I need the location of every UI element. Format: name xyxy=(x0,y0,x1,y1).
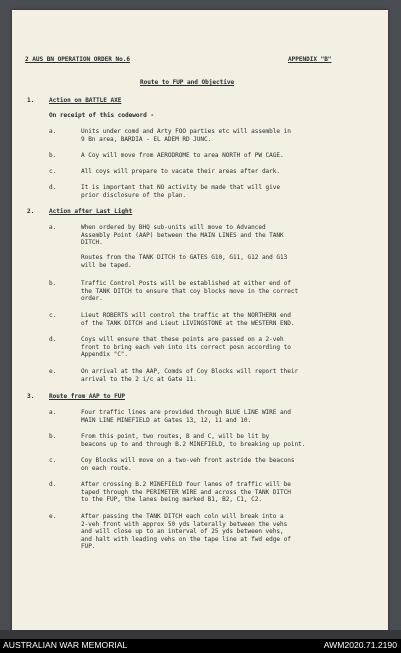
section-3-number: 3. xyxy=(27,393,35,400)
section-2-heading: Action after Last Light xyxy=(49,208,133,215)
section-1-heading: Action on BATTLE AXE xyxy=(49,97,122,104)
item-letter: a. xyxy=(49,128,57,135)
section-1-subheading: On receipt of this codeword - xyxy=(49,112,154,119)
item-text: Units under comd and Arty FOO parties etc will assemble in 9 Bn area, BARDIA - EL ADEM RD JUNC. xyxy=(81,128,291,143)
item-text: After crossing B.2 MINEFIELD four lanes of traffic will be taped through the PERIMETER WIRE and across the TANK DITCH to the FUP, the lanes being marked B1, B2, C1, C2. xyxy=(81,481,291,504)
scan-background-strip xyxy=(0,630,401,639)
appendix-label: APPENDIX "B" xyxy=(288,56,332,63)
item-text: Routes from the TANK DITCH to GATES G10, G11, G12 and G13 will be taped. xyxy=(81,254,288,269)
item-letter: c. xyxy=(49,457,57,464)
item-text: All coys will prepare to vacate their areas after dark. xyxy=(81,168,281,175)
item-text: Coy Blocks will move on a two-veh front astride the beacons on each route. xyxy=(81,457,295,472)
item-text: Lieut ROBERTS will control the traffic at the NORTHERN end of the TANK DITCH and Lieut LIVINGSTONE at the WESTERN END. xyxy=(81,312,295,327)
item-letter: d. xyxy=(49,184,57,191)
item-text: It is important that NO activity be made that will give prior disclosure of the plan. xyxy=(81,184,281,199)
item-letter: c. xyxy=(49,312,57,319)
section-1-number: 1. xyxy=(27,97,35,104)
item-letter: b. xyxy=(49,433,57,440)
item-letter: e. xyxy=(49,513,57,520)
section-3-heading: Route from AAP to FUP xyxy=(49,393,125,400)
item-letter: b. xyxy=(49,152,57,159)
item-letter: c. xyxy=(49,168,57,175)
item-text: From this point, two routes, B and C, will be lit by beacons up to and through B.2 MINEFIELD, to breaking up point. xyxy=(81,433,306,448)
item-text: On arrival at the AAP, Comds of Coy Blocks will report their arrival to the 2 i/c at Gate 11. xyxy=(81,368,299,383)
item-letter: e. xyxy=(49,368,57,375)
item-letter: d. xyxy=(49,481,57,488)
archive-name: AUSTRALIAN WAR MEMORIAL xyxy=(3,640,128,650)
item-text: After passing the TANK DITCH each coln will break into a 2-veh front with approx 50 yds laterally between the vehs and will close up to an interval of 25 yds between vehs, and halt with leading vehs on the tape line at fwd edge of FUP. xyxy=(81,513,291,551)
item-letter: d. xyxy=(49,336,57,343)
item-letter: b. xyxy=(49,280,57,287)
item-text: Four traffic lines are provided through BLUE LINE WIRE and MAIN LINE MINEFIELD at Gates 13, 12, 11 and 10. xyxy=(81,409,291,424)
document-title: Route to FUP and Objective xyxy=(140,79,235,86)
archive-footer xyxy=(0,639,401,653)
item-letter: a. xyxy=(49,409,57,416)
item-text: A Coy will move from AERODROME to area NORTH of PW CAGE. xyxy=(81,152,284,159)
item-text: Traffic Control Posts will be established at either end of the TANK DITCH to ensure that coy blocks move in the correct order. xyxy=(81,280,299,303)
section-2-number: 2. xyxy=(27,208,35,215)
archive-reference: AWM2020.71.2190 xyxy=(323,640,397,650)
item-text: When ordered by BHQ sub-units will move to Advanced Assembly Point (AAP) between the MAIN LINES and the TANK DITCH. xyxy=(81,224,284,247)
order-header-left: 2 AUS BN OPERATION ORDER No.6 xyxy=(25,56,130,63)
item-text: Coys will ensure that these points are passed on a 2-veh front to bring each veh into its correct posn according to Appendix "C". xyxy=(81,336,291,359)
item-letter: a. xyxy=(49,224,57,231)
